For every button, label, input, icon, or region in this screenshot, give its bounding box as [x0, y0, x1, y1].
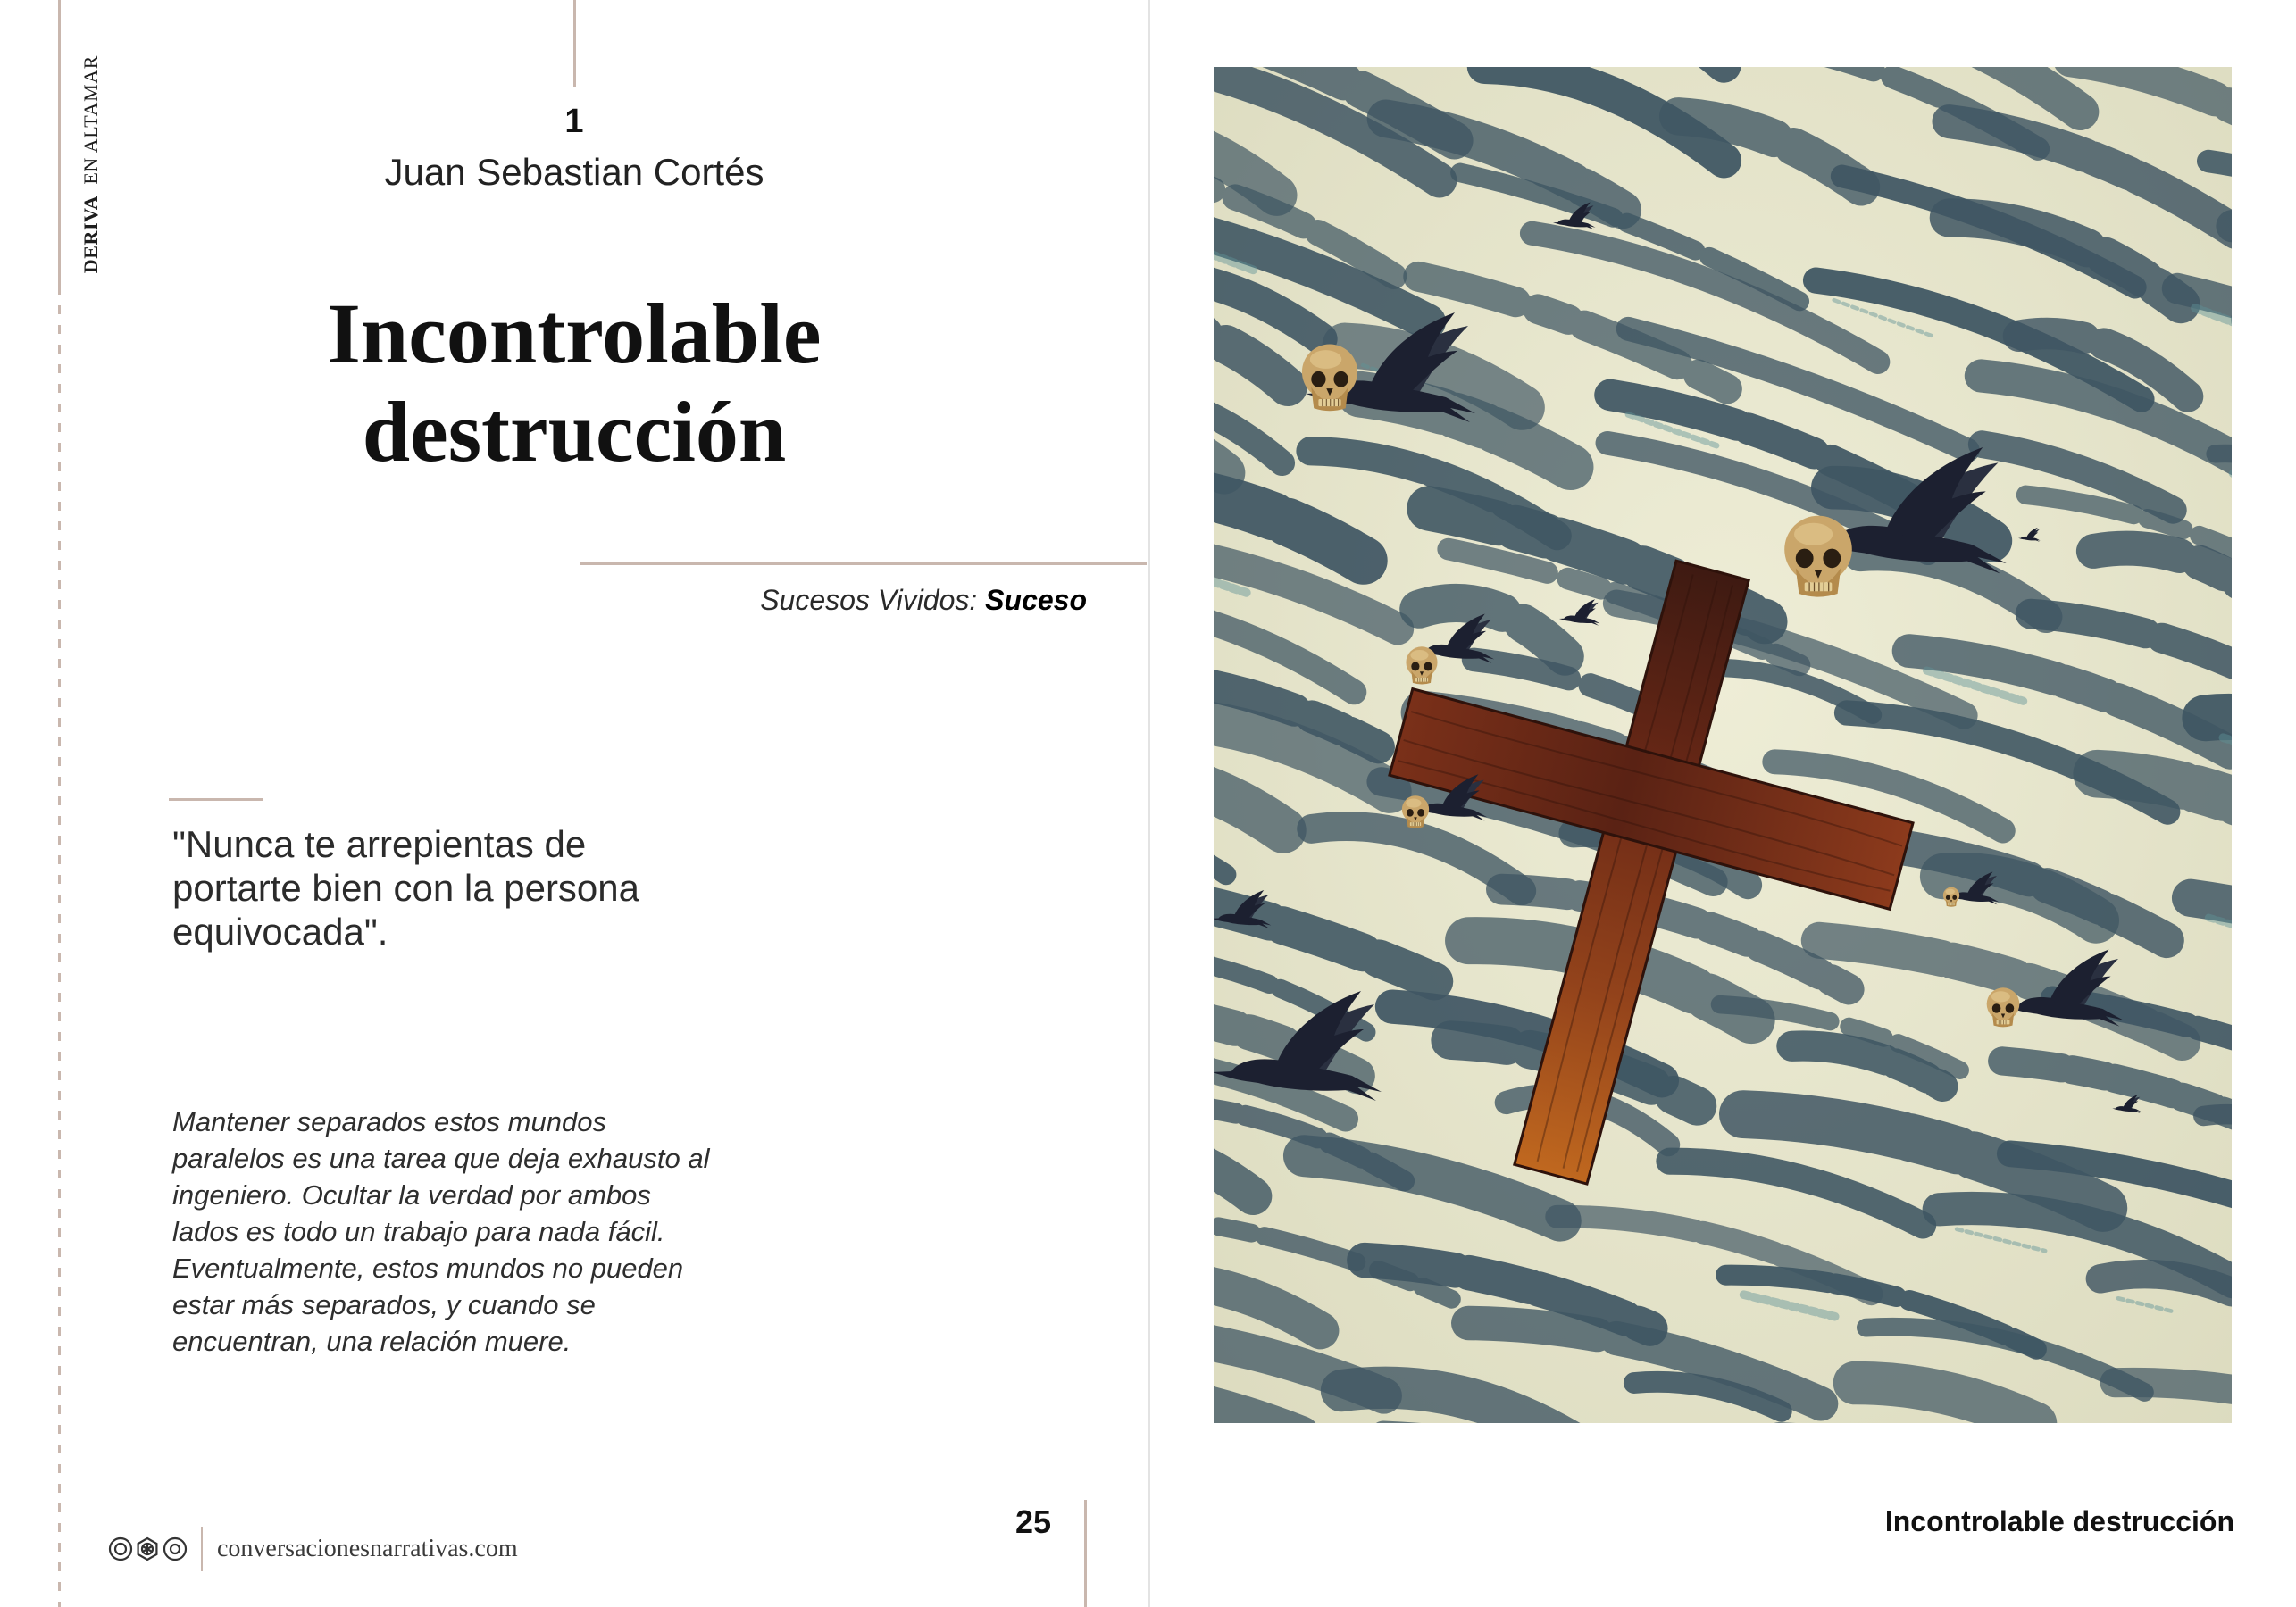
summary-line: ingeniero. Ocultar la verdad por ambos [172, 1179, 651, 1211]
page-number-rule [1084, 1500, 1087, 1607]
brand-bold-word: DERIVA [79, 195, 102, 274]
left-edge-rule [58, 0, 61, 286]
summary-line: paralelos es una tarea que deja exhausto al [172, 1143, 710, 1174]
pull-quote-line: "Nunca te arrepientas de [172, 823, 587, 865]
article-summary [172, 1103, 905, 1360]
article-number: 1 [564, 103, 584, 140]
three-circles-logo-icon[interactable] [108, 1536, 188, 1562]
summary-line: encuentran, una relación muere. [172, 1326, 572, 1357]
pull-quote-line: equivocada". [172, 911, 388, 953]
running-title: Incontrolable destrucción [1884, 1505, 2234, 1537]
summary-line: lados es todo un trabajo para nada fácil. [172, 1216, 665, 1247]
section-label [730, 582, 1087, 618]
top-center-rule [573, 0, 576, 87]
section-label-text: Sucesos Vividos: [760, 584, 978, 616]
summary-line: Mantener separados estos mundos [172, 1106, 606, 1137]
magazine-brand [79, 55, 103, 273]
footer-separator [201, 1527, 203, 1571]
article-author: Juan Sebastian Cortés [384, 151, 764, 193]
site-link[interactable]: conversacionesnarrativas.com [217, 1535, 518, 1562]
pull-quote [172, 822, 905, 953]
article-title-line: Incontrolable [327, 286, 822, 381]
cover-illustration [1214, 67, 2232, 1423]
summary-line: estar más separados, y cuando se [172, 1289, 596, 1320]
section-divider-rule [580, 562, 1147, 565]
page-gutter [1148, 0, 1150, 1607]
section-value: Suceso [985, 584, 1087, 616]
brand-regular-words: EN ALTAMAR [79, 55, 102, 185]
left-edge-dashed-rule [58, 286, 61, 1607]
summary-line: Eventualmente, estos mundos no pueden [172, 1253, 684, 1284]
pull-quote-line: portarte bien con la persona [172, 867, 640, 909]
article-title [172, 285, 976, 481]
quote-accent-rule [169, 798, 263, 801]
page-number: 25 [1014, 1503, 1051, 1540]
article-title-line: destrucción [362, 384, 787, 479]
